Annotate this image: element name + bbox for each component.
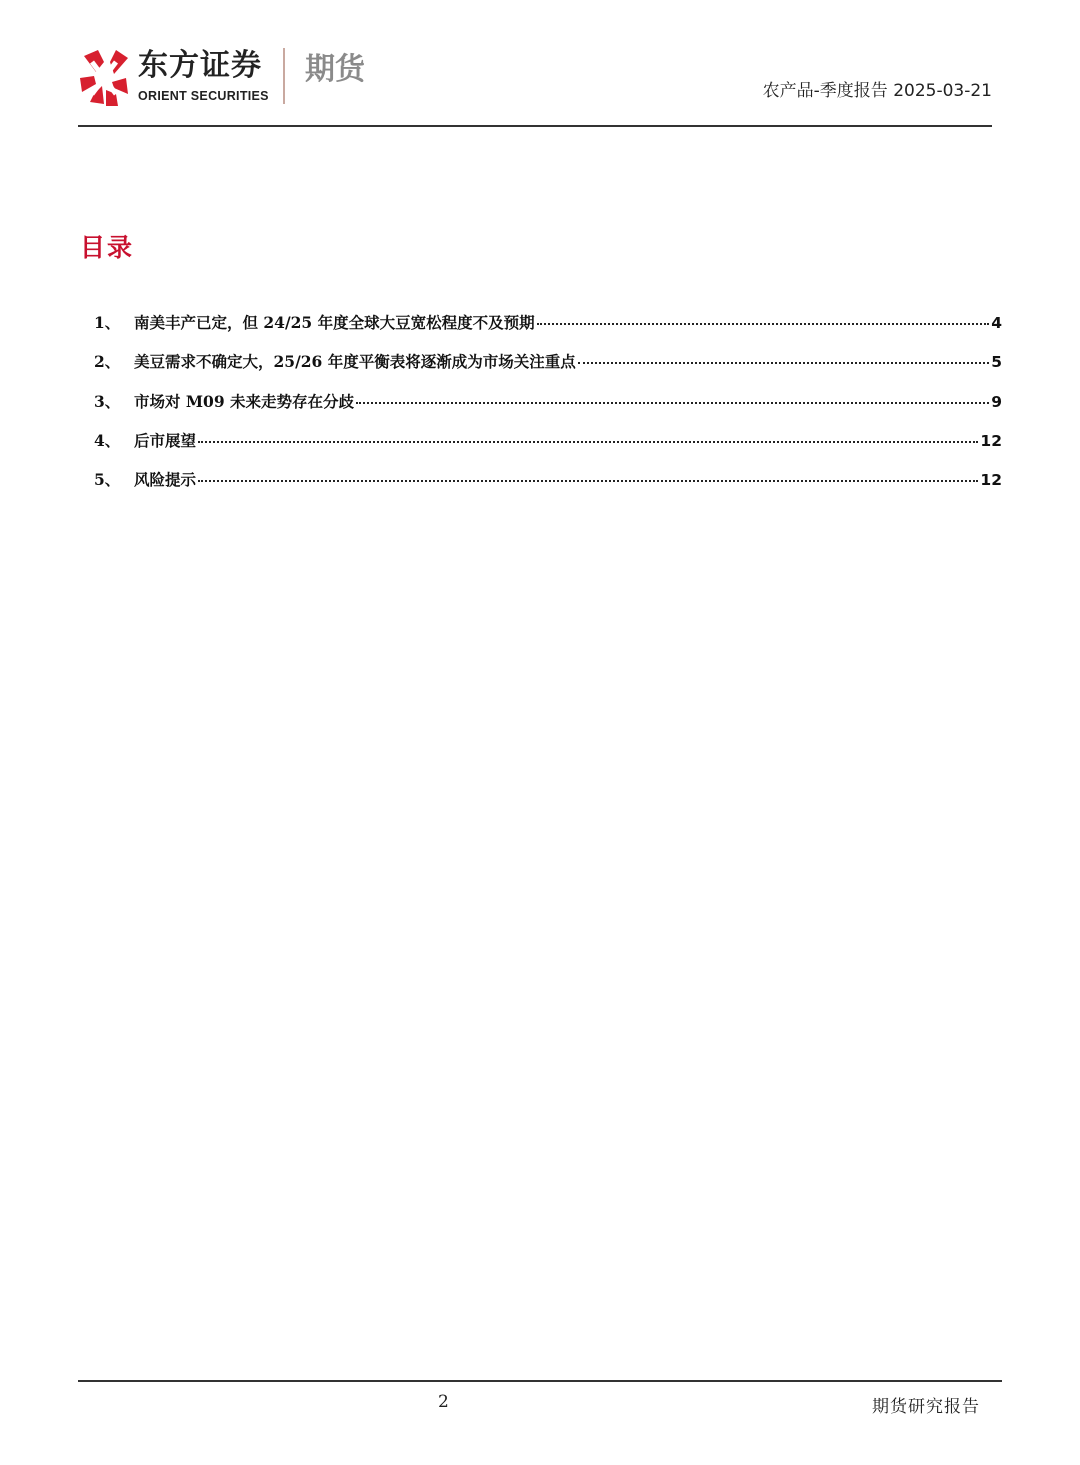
header-rule (78, 125, 992, 127)
toc-item-4[interactable] (94, 429, 1002, 468)
toc-item-title: 后市展望 (134, 430, 197, 450)
toc-item-number: 5、 (94, 470, 121, 490)
toc-dot-leader (537, 323, 990, 325)
toc-item-number: 2、 (94, 352, 121, 372)
logo-divider (283, 48, 285, 104)
toc-item-number: 4、 (94, 430, 121, 450)
toc-dot-leader (198, 480, 978, 482)
toc-item-page: 9 (991, 392, 1002, 411)
orient-securities-logo-icon (78, 48, 130, 108)
footer-label: 期货研究报告 (872, 1397, 980, 1417)
toc-item-2[interactable] (94, 350, 1002, 389)
toc-item-title: 市场对 M09 未来走势存在分歧 (134, 391, 355, 411)
footer-rule (78, 1380, 1002, 1382)
toc-item-page: 12 (980, 471, 1002, 490)
toc-item-number: 3、 (94, 391, 121, 411)
toc-list (94, 311, 1002, 507)
toc-title: 目录 (80, 233, 135, 262)
logo-subtitle: 期货 (305, 52, 365, 87)
toc-item-page: 12 (980, 431, 1002, 450)
toc-item-5[interactable] (94, 468, 1002, 507)
toc-dot-leader (356, 402, 989, 404)
toc-item-1[interactable] (94, 311, 1002, 350)
report-category-date: 农产品-季度报告 2025-03-21 (762, 81, 992, 101)
toc-item-page: 4 (991, 314, 1002, 332)
toc-item-title: 风险提示 (134, 470, 197, 490)
logo-english-name: ORIENT SECURITIES (138, 89, 269, 103)
toc-dot-leader (198, 441, 978, 443)
logo-chinese-name: 东方证券 (138, 48, 262, 83)
toc-item-3[interactable] (94, 390, 1002, 429)
toc-item-page: 5 (991, 353, 1002, 372)
page-number: 2 (438, 1392, 449, 1412)
toc-dot-leader (578, 362, 990, 364)
page-header (78, 44, 992, 114)
toc-item-title: 美豆需求不确定大，25/26 年度平衡表将逐渐成为市场关注重点 (134, 352, 576, 372)
toc-item-title: 南美丰产已定，但 24/25 年度全球大豆宽松程度不及预期 (134, 313, 535, 332)
toc-item-number: 1、 (94, 313, 121, 332)
